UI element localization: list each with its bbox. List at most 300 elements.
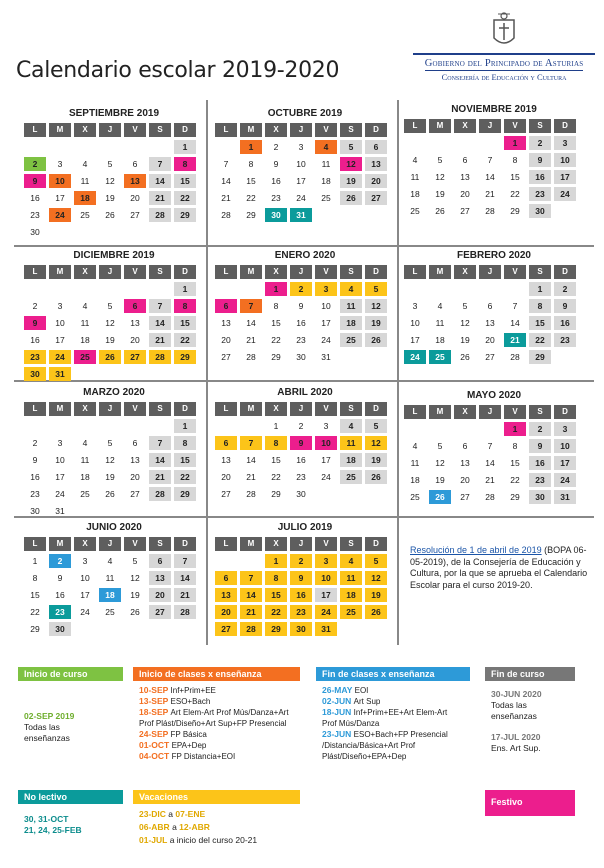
day-cell: 14 <box>485 172 495 182</box>
weekday-header: J <box>290 123 312 137</box>
day-cell: 3 <box>57 438 63 448</box>
day-cell: 1 <box>240 140 262 154</box>
day-cell: 20 <box>460 475 470 485</box>
day-cell: 15 <box>30 590 40 600</box>
day-cell: 17 <box>55 335 65 345</box>
day-cell: 5 <box>365 419 387 433</box>
empty-cell <box>24 282 46 296</box>
month-block <box>404 390 584 504</box>
day-cell: 8 <box>174 299 196 313</box>
month-grid <box>215 537 395 636</box>
day-cell: 19 <box>130 590 140 600</box>
day-cell: 21 <box>504 333 526 347</box>
day-cell: 6 <box>365 140 387 154</box>
day-cell: 5 <box>107 159 113 169</box>
legend-inicio-clases <box>133 667 300 766</box>
day-cell: 21 <box>221 193 231 203</box>
day-cell: 5 <box>437 155 443 165</box>
day-cell: 8 <box>512 441 518 451</box>
day-cell: 16 <box>554 316 576 330</box>
day-cell: 21 <box>149 470 171 484</box>
day-cell: 12 <box>105 455 115 465</box>
day-cell: 13 <box>460 458 470 468</box>
legend-date: 21, 24, 25-FEB <box>24 825 82 835</box>
weekday-header: S <box>529 119 551 133</box>
empty-cell <box>479 136 501 150</box>
day-cell: 4 <box>412 441 418 451</box>
month-name: DICIEMBRE 2019 <box>73 250 155 261</box>
day-cell: 3 <box>554 136 576 150</box>
legend-title: Vacaciones <box>133 790 300 804</box>
day-cell: 29 <box>510 492 520 502</box>
day-cell: 3 <box>315 554 337 568</box>
day-cell: 12 <box>435 458 445 468</box>
day-cell: 25 <box>429 350 451 364</box>
day-cell: 19 <box>105 335 115 345</box>
day-cell: 13 <box>221 318 231 328</box>
day-cell: 19 <box>105 193 115 203</box>
day-cell: 1 <box>265 282 287 296</box>
day-cell: 13 <box>460 172 470 182</box>
day-cell: 11 <box>340 436 362 450</box>
legend-text: Art Sup <box>353 697 381 706</box>
day-cell: 6 <box>215 436 237 450</box>
legend-date: 01-JUL <box>139 835 168 845</box>
day-cell: 18 <box>410 189 420 199</box>
day-cell: 12 <box>105 318 115 328</box>
day-cell: 14 <box>149 174 171 188</box>
weekday-header: L <box>404 405 426 419</box>
day-cell: 4 <box>82 301 88 311</box>
day-cell: 24 <box>49 350 71 364</box>
day-cell: 4 <box>412 155 418 165</box>
month-block <box>404 104 584 218</box>
weekday-header: S <box>340 265 362 279</box>
day-cell: 8 <box>265 436 287 450</box>
day-cell: 17 <box>554 456 576 470</box>
day-cell: 7 <box>223 159 229 169</box>
day-cell: 9 <box>32 455 38 465</box>
day-cell: 13 <box>149 571 171 585</box>
day-cell: 31 <box>55 506 65 516</box>
day-cell: 8 <box>512 155 518 165</box>
day-cell: 18 <box>99 588 121 602</box>
legend-text: FP Distancia+EOI <box>171 752 236 761</box>
weekday-header: L <box>404 119 426 133</box>
month-block <box>215 522 395 636</box>
day-cell: 18 <box>435 335 445 345</box>
day-cell: 9 <box>298 301 304 311</box>
day-cell: 14 <box>174 571 196 585</box>
day-cell: 23 <box>554 333 576 347</box>
legend-line <box>139 751 294 762</box>
weekday-header: V <box>504 119 526 133</box>
day-cell: 18 <box>340 588 362 602</box>
day-cell: 23 <box>49 605 71 619</box>
day-cell: 2 <box>298 421 304 431</box>
day-cell: 14 <box>485 458 495 468</box>
legend-text: Ens. Art Sup. <box>491 743 541 753</box>
day-cell: 16 <box>296 455 306 465</box>
day-cell: 28 <box>246 489 256 499</box>
day-cell: 7 <box>487 441 493 451</box>
day-cell: 18 <box>410 475 420 485</box>
day-cell: 4 <box>107 556 113 566</box>
day-cell: 2 <box>290 554 312 568</box>
day-cell: 4 <box>340 419 362 433</box>
day-cell: 21 <box>149 191 171 205</box>
weekday-header: M <box>240 402 262 416</box>
day-cell: 26 <box>105 210 115 220</box>
legend-line <box>139 822 294 833</box>
day-cell: 12 <box>460 318 470 328</box>
day-cell: 12 <box>130 573 140 583</box>
day-cell: 20 <box>221 472 231 482</box>
empty-cell <box>24 419 46 433</box>
day-cell: 17 <box>321 318 331 328</box>
day-cell: 6 <box>149 554 171 568</box>
day-cell: 16 <box>55 590 65 600</box>
day-cell: 1 <box>504 136 526 150</box>
day-cell: 22 <box>246 193 256 203</box>
empty-cell <box>454 136 476 150</box>
day-cell: 23 <box>296 335 306 345</box>
day-cell: 14 <box>246 318 256 328</box>
day-cell: 23 <box>529 187 551 201</box>
day-cell: 7 <box>240 299 262 313</box>
weekday-header: J <box>290 402 312 416</box>
legend-line <box>139 740 294 751</box>
empty-cell <box>215 419 237 433</box>
day-cell: 25 <box>410 492 420 502</box>
legend-date: 24-SEP <box>139 729 171 739</box>
day-cell: 23 <box>529 473 551 487</box>
day-cell: 29 <box>271 352 281 362</box>
weekday-header: V <box>504 405 526 419</box>
government-logo <box>413 53 595 83</box>
month-block <box>24 522 204 636</box>
day-cell: 27 <box>221 352 231 362</box>
weekday-header: J <box>99 537 121 551</box>
legend-text: Inf+Prim+EE+Art Elem-Art Prof Mús/Danza <box>322 708 448 728</box>
day-cell: 20 <box>221 335 231 345</box>
day-cell: 25 <box>340 470 362 484</box>
legend-date: 06-ABR <box>139 822 170 832</box>
legend-festivo: Festivo <box>485 790 575 816</box>
resolution-link[interactable]: Resolución de 1 de abril de 2019 <box>410 545 542 555</box>
legend-vacaciones <box>133 790 300 852</box>
day-cell: 27 <box>149 605 171 619</box>
day-cell: 25 <box>105 607 115 617</box>
empty-cell <box>124 419 146 433</box>
weekday-header: M <box>429 265 451 279</box>
day-cell: 23 <box>30 489 40 499</box>
legend-date: 12-ABR <box>179 822 210 832</box>
empty-cell <box>404 422 426 436</box>
weekday-header: M <box>429 119 451 133</box>
empty-cell <box>49 419 71 433</box>
empty-cell <box>215 282 237 296</box>
day-cell: 30 <box>265 208 287 222</box>
weekday-header: M <box>240 123 262 137</box>
day-cell: 28 <box>174 605 196 619</box>
day-cell: 13 <box>130 318 140 328</box>
day-cell: 19 <box>460 335 470 345</box>
weekday-header: L <box>24 123 46 137</box>
month-grid <box>24 123 204 239</box>
day-cell: 31 <box>315 622 337 636</box>
weekday-header: S <box>340 123 362 137</box>
month-block <box>215 108 395 222</box>
empty-cell <box>240 419 262 433</box>
day-cell: 25 <box>321 193 331 203</box>
day-cell: 15 <box>271 455 281 465</box>
day-cell: 9 <box>57 573 63 583</box>
day-cell: 12 <box>105 176 115 186</box>
legend-date: 02-JUN <box>322 696 354 706</box>
weekday-header: S <box>149 402 171 416</box>
day-cell: 9 <box>529 439 551 453</box>
day-cell: 7 <box>240 571 262 585</box>
grid-divider <box>206 100 208 645</box>
day-cell: 5 <box>340 140 362 154</box>
weekday-header: M <box>49 537 71 551</box>
day-cell: 11 <box>340 571 362 585</box>
day-cell: 30 <box>30 227 40 237</box>
weekday-header: J <box>99 402 121 416</box>
day-cell: 16 <box>529 456 551 470</box>
day-cell: 19 <box>435 475 445 485</box>
day-cell: 27 <box>485 352 495 362</box>
day-cell: 29 <box>174 350 196 364</box>
empty-cell <box>454 422 476 436</box>
day-cell: 14 <box>221 176 231 186</box>
weekday-header: J <box>99 265 121 279</box>
day-cell: 21 <box>246 472 256 482</box>
day-cell: 8 <box>265 571 287 585</box>
legend-date: 26-MAY <box>322 685 355 695</box>
weekday-header: X <box>265 537 287 551</box>
day-cell: 11 <box>410 172 420 182</box>
day-cell: 2 <box>273 142 279 152</box>
empty-cell <box>240 282 262 296</box>
day-cell: 21 <box>485 189 495 199</box>
weekday-header: V <box>124 537 146 551</box>
day-cell: 3 <box>554 422 576 436</box>
weekday-header: D <box>554 265 576 279</box>
day-cell: 10 <box>80 573 90 583</box>
day-cell: 23 <box>24 350 46 364</box>
legend-title: No lectivo <box>18 790 123 804</box>
month-grid <box>404 119 584 218</box>
day-cell: 25 <box>410 206 420 216</box>
legend-date: 01-OCT <box>139 740 172 750</box>
empty-cell <box>479 282 501 296</box>
day-cell: 29 <box>529 350 551 364</box>
day-cell: 22 <box>174 333 196 347</box>
day-cell: 12 <box>365 299 387 313</box>
resolution-text: (BOPA 06-05-2019), de la Consejería de Educación y Cultura, por la que se aprueba el Calendario Escolar para el curso 2019-20. <box>410 545 588 590</box>
weekday-header: L <box>24 537 46 551</box>
weekday-header: D <box>365 265 387 279</box>
day-cell: 28 <box>149 208 171 222</box>
day-cell: 10 <box>55 318 65 328</box>
weekday-header: L <box>24 402 46 416</box>
day-cell: 23 <box>30 210 40 220</box>
day-cell: 15 <box>510 172 520 182</box>
legend-line <box>139 809 294 820</box>
weekday-header: X <box>74 265 96 279</box>
legend-date: 10-SEP <box>139 685 171 695</box>
weekday-header: M <box>240 265 262 279</box>
weekday-header: X <box>454 265 476 279</box>
weekday-header: M <box>49 265 71 279</box>
day-cell: 6 <box>124 299 146 313</box>
day-cell: 25 <box>340 333 362 347</box>
legend-line <box>322 696 464 707</box>
day-cell: 20 <box>130 472 140 482</box>
weekday-header: D <box>365 123 387 137</box>
day-cell: 20 <box>485 335 495 345</box>
legend-line <box>139 707 294 729</box>
day-cell: 11 <box>105 573 115 583</box>
day-cell: 6 <box>462 155 468 165</box>
day-cell: 8 <box>248 159 254 169</box>
month-name: MAYO 2020 <box>466 390 522 401</box>
legend-date: 17-JUL 2020 <box>491 732 541 742</box>
day-cell: 19 <box>105 472 115 482</box>
day-cell: 20 <box>215 605 237 619</box>
day-cell: 5 <box>107 301 113 311</box>
day-cell: 27 <box>130 210 140 220</box>
day-cell: 22 <box>271 335 281 345</box>
weekday-header: L <box>215 123 237 137</box>
weekday-header: X <box>454 119 476 133</box>
weekday-header: X <box>454 405 476 419</box>
day-cell: 26 <box>105 489 115 499</box>
empty-cell <box>74 419 96 433</box>
legend-date: 30, 31-OCT <box>24 814 69 824</box>
day-cell: 30 <box>49 622 71 636</box>
day-cell: 31 <box>49 367 71 381</box>
legend-text: ESO+Bach+FP Presencial /Distancia/Básica+Art Prof Plást/Diseño+EPA+Dep <box>322 730 448 761</box>
day-cell: 28 <box>485 206 495 216</box>
day-cell: 9 <box>24 316 46 330</box>
day-cell: 31 <box>321 352 331 362</box>
day-cell: 29 <box>265 622 287 636</box>
weekday-header: L <box>215 265 237 279</box>
legend-date: 04-OCT <box>139 751 172 761</box>
day-cell: 6 <box>215 299 237 313</box>
month-grid <box>24 402 204 518</box>
day-cell: 2 <box>32 301 38 311</box>
weekday-header: D <box>174 537 196 551</box>
day-cell: 9 <box>554 299 576 313</box>
day-cell: 4 <box>340 554 362 568</box>
day-cell: 14 <box>149 316 171 330</box>
weekday-header: J <box>479 119 501 133</box>
day-cell: 22 <box>265 605 287 619</box>
day-cell: 19 <box>435 189 445 199</box>
month-name: JULIO 2019 <box>277 522 333 533</box>
legend-date: 30-JUN 2020 <box>491 689 542 699</box>
day-cell: 22 <box>510 189 520 199</box>
weekday-header: D <box>365 537 387 551</box>
day-cell: 30 <box>290 622 312 636</box>
weekday-header: D <box>174 265 196 279</box>
month-name: OCTUBRE 2019 <box>267 108 343 119</box>
day-cell: 29 <box>510 206 520 216</box>
day-cell: 11 <box>340 299 362 313</box>
day-cell: 29 <box>246 210 256 220</box>
day-cell: 4 <box>82 438 88 448</box>
legend-text: EPA+Dep <box>171 741 207 750</box>
month-name: ENERO 2020 <box>274 250 336 261</box>
day-cell: 20 <box>149 588 171 602</box>
weekday-header: V <box>315 537 337 551</box>
page-title: Calendario escolar 2019-2020 <box>16 58 340 83</box>
weekday-header: D <box>174 123 196 137</box>
legend-fin-curso <box>485 667 575 758</box>
day-cell: 2 <box>24 157 46 171</box>
legend-fin-clases <box>316 667 470 766</box>
legend-text: a <box>169 822 180 832</box>
day-cell: 8 <box>273 301 279 311</box>
day-cell: 3 <box>298 142 304 152</box>
day-cell: 13 <box>485 318 495 328</box>
weekday-header: S <box>340 402 362 416</box>
day-cell: 29 <box>30 624 40 634</box>
day-cell: 20 <box>130 193 140 203</box>
empty-cell <box>404 282 426 296</box>
day-cell: 1 <box>32 556 38 566</box>
day-cell: 29 <box>174 487 196 501</box>
day-cell: 6 <box>462 441 468 451</box>
day-cell: 2 <box>32 438 38 448</box>
month-grid <box>24 537 204 636</box>
empty-cell <box>404 136 426 150</box>
empty-cell <box>49 282 71 296</box>
legend-text: Todas las enseñanzas <box>491 700 537 721</box>
day-cell: 11 <box>435 318 445 328</box>
day-cell: 27 <box>215 622 237 636</box>
legend-date: 23-JUN <box>322 729 354 739</box>
weekday-header: D <box>554 119 576 133</box>
month-block <box>24 250 204 381</box>
month-name: SEPTIEMBRE 2019 <box>68 108 160 119</box>
day-cell: 4 <box>340 282 362 296</box>
day-cell: 24 <box>321 335 331 345</box>
empty-cell <box>240 554 262 568</box>
day-cell: 27 <box>365 191 387 205</box>
legend-line <box>322 707 464 729</box>
day-cell: 27 <box>124 350 146 364</box>
day-cell: 5 <box>107 438 113 448</box>
day-cell: 11 <box>80 176 90 186</box>
day-cell: 16 <box>30 472 40 482</box>
day-cell: 3 <box>57 159 63 169</box>
empty-cell <box>479 422 501 436</box>
weekday-header: D <box>174 402 196 416</box>
empty-cell <box>74 140 96 154</box>
day-cell: 16 <box>271 176 281 186</box>
day-cell: 26 <box>460 352 470 362</box>
day-cell: 19 <box>340 174 362 188</box>
legend-date: 23-DIC <box>139 809 166 819</box>
day-cell: 23 <box>290 605 312 619</box>
day-cell: 22 <box>174 470 196 484</box>
legend-text: a inicio del curso 20-21 <box>167 835 258 845</box>
